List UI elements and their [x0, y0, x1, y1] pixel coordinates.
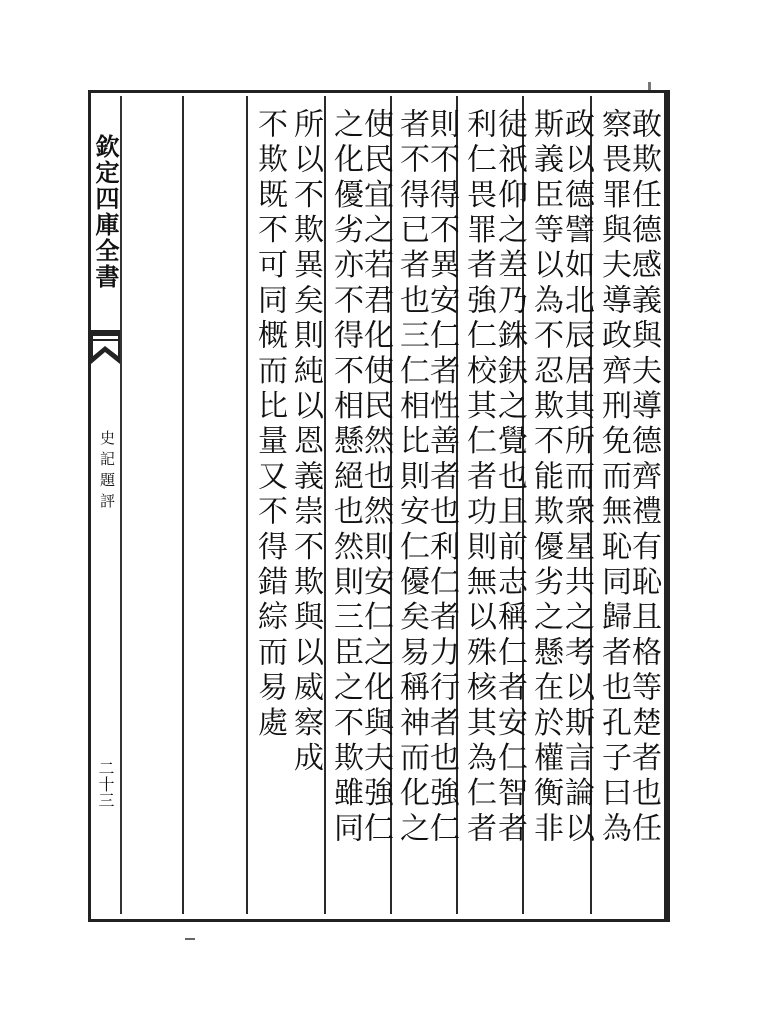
text-column-10: 之化優劣亦不得不相懸絕也然則三臣之不欺雖同	[328, 108, 363, 848]
spine-book-title: 欽定四庫全書	[91, 134, 120, 290]
text-column-6: 利仁畏罪者強仁校其仁者功則無以殊核其為仁者	[461, 108, 496, 848]
text-column-4: 斯義臣等以為不忍欺不能欺優劣之懸在於權衡非	[528, 108, 563, 848]
text-column-8: 者不得已者也三仁相比則安仁優矣易稱神而化之	[394, 108, 429, 848]
text-column-12: 不欺既不可同概而比量又不得錯綜而易處	[252, 108, 287, 742]
margin-mark	[185, 938, 195, 940]
corner-mark	[648, 82, 651, 90]
column-rule	[182, 96, 184, 914]
fishtail-ornament-icon	[91, 330, 120, 370]
text-column-11: 所以不欺異矣則純以恩義崇不欺與以威察成	[288, 108, 323, 777]
spine-page-number: 二十三	[96, 760, 115, 808]
text-column-13	[212, 108, 250, 908]
text-column-5: 徒祇仰之差乃銖鈇之覺也且前志稱仁者安仁智者	[492, 108, 527, 848]
text-column-1: 敢欺任德感義與夫導德齊禮有恥且格等楚者也任	[626, 108, 661, 848]
frame-right-border	[664, 90, 670, 919]
spine-subtitle: 史記題評	[98, 430, 116, 514]
spine-divider	[120, 96, 122, 914]
text-column-9: 使民宜之若君化使民然也然則安仁之化與夫強仁	[358, 108, 393, 848]
text-column-2: 察畏罪與夫導政齊刑免而無恥同歸者也孔子曰為	[596, 108, 631, 848]
text-column-14	[140, 108, 178, 908]
text-column-3: 政以德譬如北辰居其所而衆星共之考以斯言論以	[559, 108, 594, 848]
text-column-7: 則不得不異安仁者性善者也利仁者力行者也強仁	[424, 108, 459, 848]
